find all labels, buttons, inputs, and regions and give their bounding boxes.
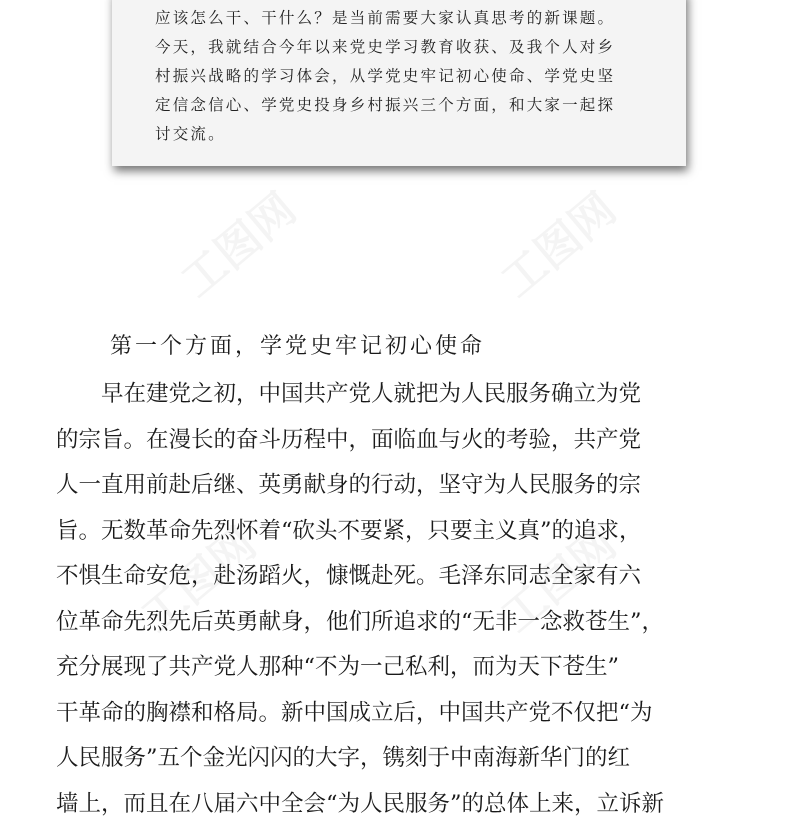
section-heading: 第一个方面，学党史牢记初心使命 — [110, 329, 485, 360]
card-line: 定信念信心、学党史投身乡村振兴三个方面，和大家一起探 — [155, 91, 685, 120]
body-line: 位革命先烈先后英勇献身，他们所追求的“无非一念救苍生”， — [56, 600, 756, 646]
body-line: 人一直用前赴后继、英勇献身的行动，坚守为人民服务的宗 — [56, 463, 756, 509]
body-line: 旨。无数革命先烈怀着“砍头不要紧，只要主义真”的追求， — [56, 509, 756, 555]
card-line: 应该怎么干、干什么？是当前需要大家认真思考的新课题。 — [155, 4, 685, 33]
quote-card-text — [155, 4, 685, 149]
body-line: 墙上，而且在八届六中全会“为人民服务”的总体上来，立诉新 — [56, 782, 756, 827]
card-line: 村振兴战略的学习体会，从学党史牢记初心使命、学党史坚 — [155, 62, 685, 91]
body-line: 不惧生命安危，赴汤蹈火，慷慨赴死。毛泽东同志全家有六 — [56, 554, 756, 600]
body-paragraph — [56, 372, 756, 827]
watermark — [485, 175, 627, 309]
watermark — [165, 175, 307, 309]
body-line: 人民服务”五个金光闪闪的大字，镌刻于中南海新华门的红 — [56, 736, 756, 782]
body-line: 的宗旨。在漫长的奋斗历程中，面临血与火的考验，共产党 — [56, 418, 756, 464]
body-line: 早在建党之初，中国共产党人就把为人民服务确立为党 — [56, 372, 756, 418]
body-line: 充分展现了共产党人那种“不为一己私利，而为天下苍生” — [56, 645, 756, 691]
card-line: 讨交流。 — [155, 120, 685, 149]
card-line: 今天，我就结合今年以来党史学习教育收获、及我个人对乡 — [155, 33, 685, 62]
body-line: 干革命的胸襟和格局。新中国成立后，中国共产党不仅把“为 — [56, 691, 756, 737]
